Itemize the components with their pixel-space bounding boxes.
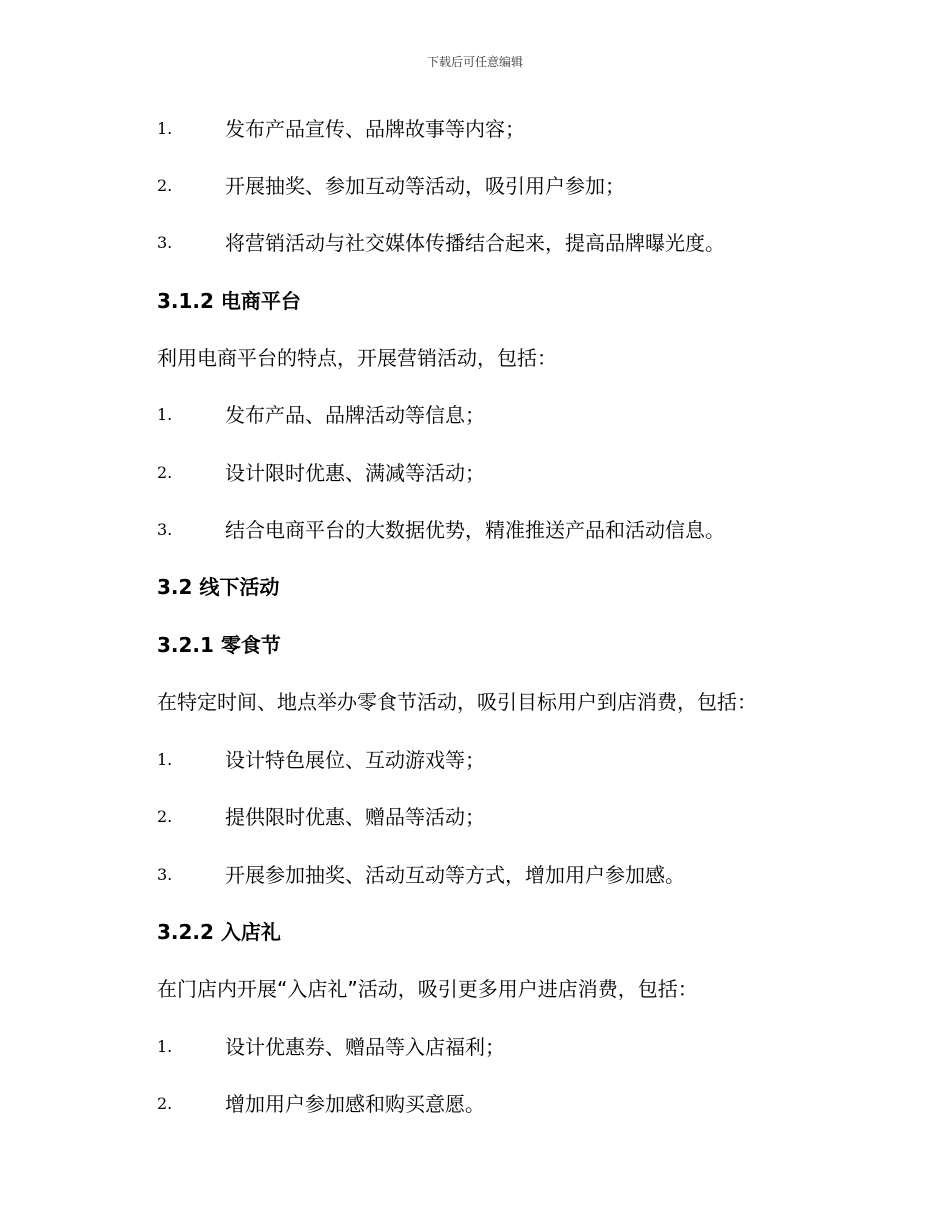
list-text: 将营销活动与社交媒体传播结合起来，提高品牌曝光度。 xyxy=(225,231,725,255)
list-number: 2. xyxy=(157,463,173,482)
paragraph: 在特定时间、地点举办零食节活动，吸引目标用户到店消费，包括： xyxy=(157,690,757,714)
list-text: 提供限时优惠、赠品等活动； xyxy=(225,805,485,829)
list-text: 增加用户参加感和购买意愿。 xyxy=(225,1092,485,1116)
list-number: 1. xyxy=(157,750,173,769)
section-heading: 3.1.2 电商平台 xyxy=(157,289,301,313)
list-text: 设计优惠券、赠品等入店福利； xyxy=(225,1035,505,1059)
section-heading: 3.2.2 入店礼 xyxy=(157,920,281,944)
list-number: 3. xyxy=(157,520,173,539)
list-number: 3. xyxy=(157,233,173,252)
list-number: 2. xyxy=(157,176,173,195)
list-text: 发布产品、品牌活动等信息； xyxy=(225,403,485,427)
list-text: 设计特色展位、互动游戏等； xyxy=(225,748,485,772)
page-header: 下载后可任意编辑 xyxy=(426,55,523,69)
list-number: 2. xyxy=(157,1094,173,1113)
section-heading: 3.2 线下活动 xyxy=(157,575,280,599)
list-number: 1. xyxy=(157,119,173,138)
list-text: 开展参加抽奖、活动互动等方式，增加用户参加感。 xyxy=(225,863,685,887)
list-number: 1. xyxy=(157,405,173,424)
list-number: 1. xyxy=(157,1037,173,1056)
paragraph: 利用电商平台的特点，开展营销活动，包括： xyxy=(157,346,557,370)
list-text: 设计限时优惠、满减等活动； xyxy=(225,461,485,485)
list-text: 结合电商平台的大数据优势，精准推送产品和活动信息。 xyxy=(225,518,725,542)
list-text: 发布产品宣传、品牌故事等内容； xyxy=(225,117,525,141)
list-number: 2. xyxy=(157,807,173,826)
paragraph: 在门店内开展“入店礼”活动，吸引更多用户进店消费，包括： xyxy=(157,977,698,1001)
section-heading: 3.2.1 零食节 xyxy=(157,633,281,657)
list-number: 3. xyxy=(157,865,173,884)
list-text: 开展抽奖、参加互动等活动，吸引用户参加； xyxy=(225,174,625,198)
